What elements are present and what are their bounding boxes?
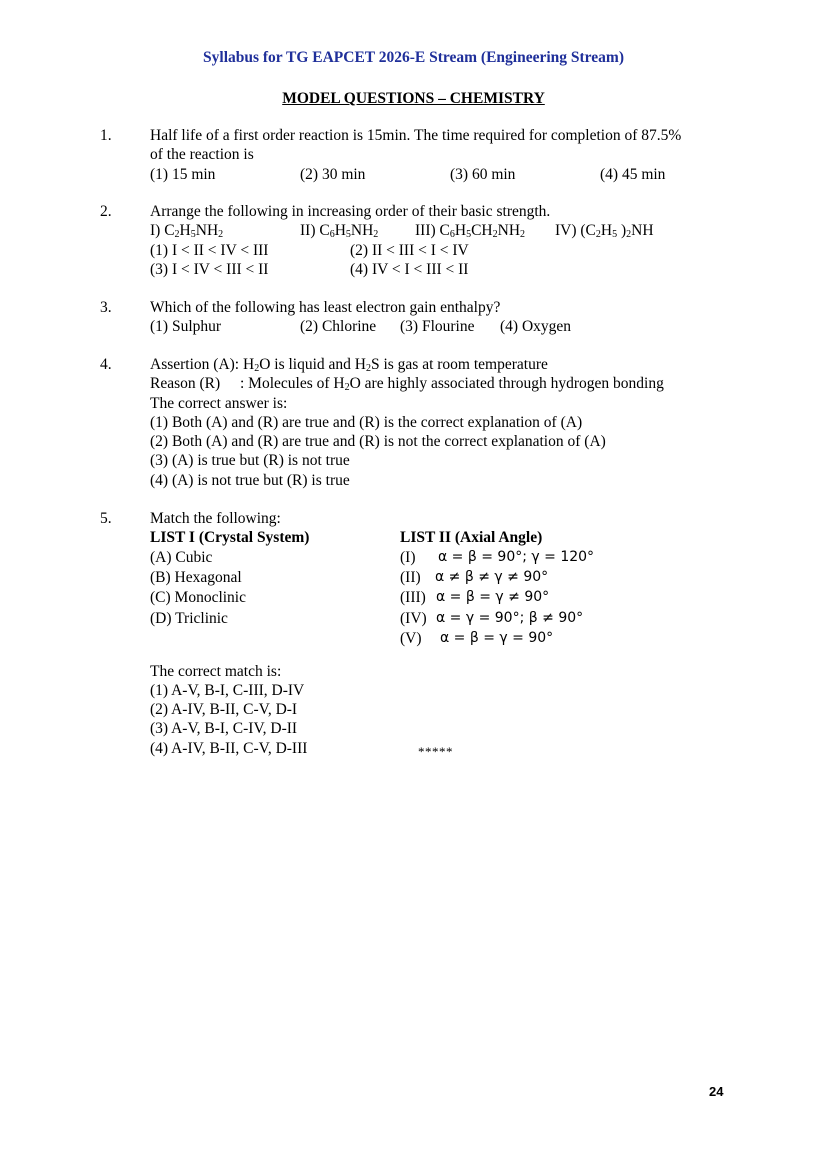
reason-label: Reason (R) <box>150 375 221 393</box>
list-1-item: (A) Cubic <box>150 548 213 566</box>
option-1: (1) I < II < IV < III <box>150 241 269 259</box>
question-text: Match the following: <box>150 510 281 527</box>
option-1: (1) Sulphur <box>150 318 222 336</box>
instruction-text: The correct match is: <box>150 662 282 680</box>
option-3: (3) (A) is true but (R) is not true <box>150 452 350 470</box>
option-4: (4) A-IV, B-II, C-V, D-III <box>150 739 308 757</box>
option-1: (1) Both (A) and (R) are true and (R) is the correct explanation of (A) <box>150 413 583 431</box>
option-4: (4) (A) is not true but (R) is true <box>150 471 350 489</box>
list-2-label: (II) <box>400 568 421 586</box>
question-text: Which of the following has least electron gain enthalpy? <box>150 299 501 316</box>
list-2-value: α = γ = 90°; β ≠ 90° <box>436 609 584 626</box>
list-1-item: (C) Monoclinic <box>150 589 246 607</box>
option-2: (2) 30 min <box>300 165 366 183</box>
compound-3: III) $C_6H_5CH_2NH_2$ <box>415 222 526 241</box>
compound-2: II) $C_6H_5NH_2$ <box>300 222 379 241</box>
list-1-item: (D) Triclinic <box>150 609 228 627</box>
list-1-heading: LIST I (Crystal System) <box>150 529 310 547</box>
option-2: (2) II < III < I < IV <box>350 241 469 259</box>
option-4: (4) Oxygen <box>500 318 572 336</box>
page-header: Syllabus for TG EAPCET 2026-E Stream (Engineering Stream) <box>203 49 624 66</box>
list-2-value: α ≠ β ≠ γ ≠ 90° <box>435 568 549 585</box>
question-text: of the reaction is <box>150 146 254 164</box>
option-2: (2) A-IV, B-II, C-V, D-I <box>150 701 298 719</box>
option-3: (3) Flourine <box>400 318 475 336</box>
end-marker: ***** <box>418 744 453 759</box>
question-number: 3. <box>100 299 112 316</box>
option-2: (2) Chlorine <box>300 318 377 336</box>
compound-4: IV) ($C_2H_5$ )$_2NH$ <box>555 222 654 241</box>
list-2-heading: LIST II (Axial Angle) <box>400 529 543 547</box>
compound-1: I) $C_2H_5NH_2$ <box>150 222 224 241</box>
option-1: (1) 15 min <box>150 165 216 183</box>
page-title: MODEL QUESTIONS – CHEMISTRY <box>282 90 545 107</box>
list-2-value: α = β = γ ≠ 90° <box>436 589 550 606</box>
option-1: (1) A-V, B-I, C-III, D-IV <box>150 681 305 699</box>
option-3: (3) I < IV < III < II <box>150 260 269 278</box>
list-2-label: (III) <box>400 589 426 607</box>
instruction-text: The correct answer is: <box>150 394 288 412</box>
question-number: 1. <box>100 127 112 144</box>
question-number: 4. <box>100 356 112 373</box>
option-3: (3) 60 min <box>450 165 516 183</box>
question-number: 5. <box>100 510 112 527</box>
assertion-text: Assertion (A): $H_2O$ is liquid and $H_2S$ is gas at room temperature <box>150 356 548 374</box>
question-text: Half life of a first order reaction is 15min. The time required for completion of 87.5% <box>150 127 682 144</box>
list-1-item: (B) Hexagonal <box>150 568 242 586</box>
question-text: Arrange the following in increasing order of their basic strength. <box>150 203 551 220</box>
reason-text: : Molecules of $H_2O$ are highly associated through hydrogen bonding <box>240 375 664 394</box>
list-2-label: (I) <box>400 548 416 566</box>
option-3: (3) A-V, B-I, C-IV, D-II <box>150 720 298 738</box>
option-4: (4) 45 min <box>600 165 666 183</box>
option-4: (4) IV < I < III < II <box>350 260 469 278</box>
option-2: (2) Both (A) and (R) are true and (R) is not the correct explanation of (A) <box>150 433 606 451</box>
question-number: 2. <box>100 203 112 220</box>
list-2-label: (V) <box>400 630 422 648</box>
page-number: 24 <box>709 1084 724 1099</box>
list-2-value: α = β = 90°; γ = 120° <box>438 548 595 565</box>
list-2-label: (IV) <box>400 609 427 627</box>
list-2-value: α = β = γ = 90° <box>440 630 554 647</box>
